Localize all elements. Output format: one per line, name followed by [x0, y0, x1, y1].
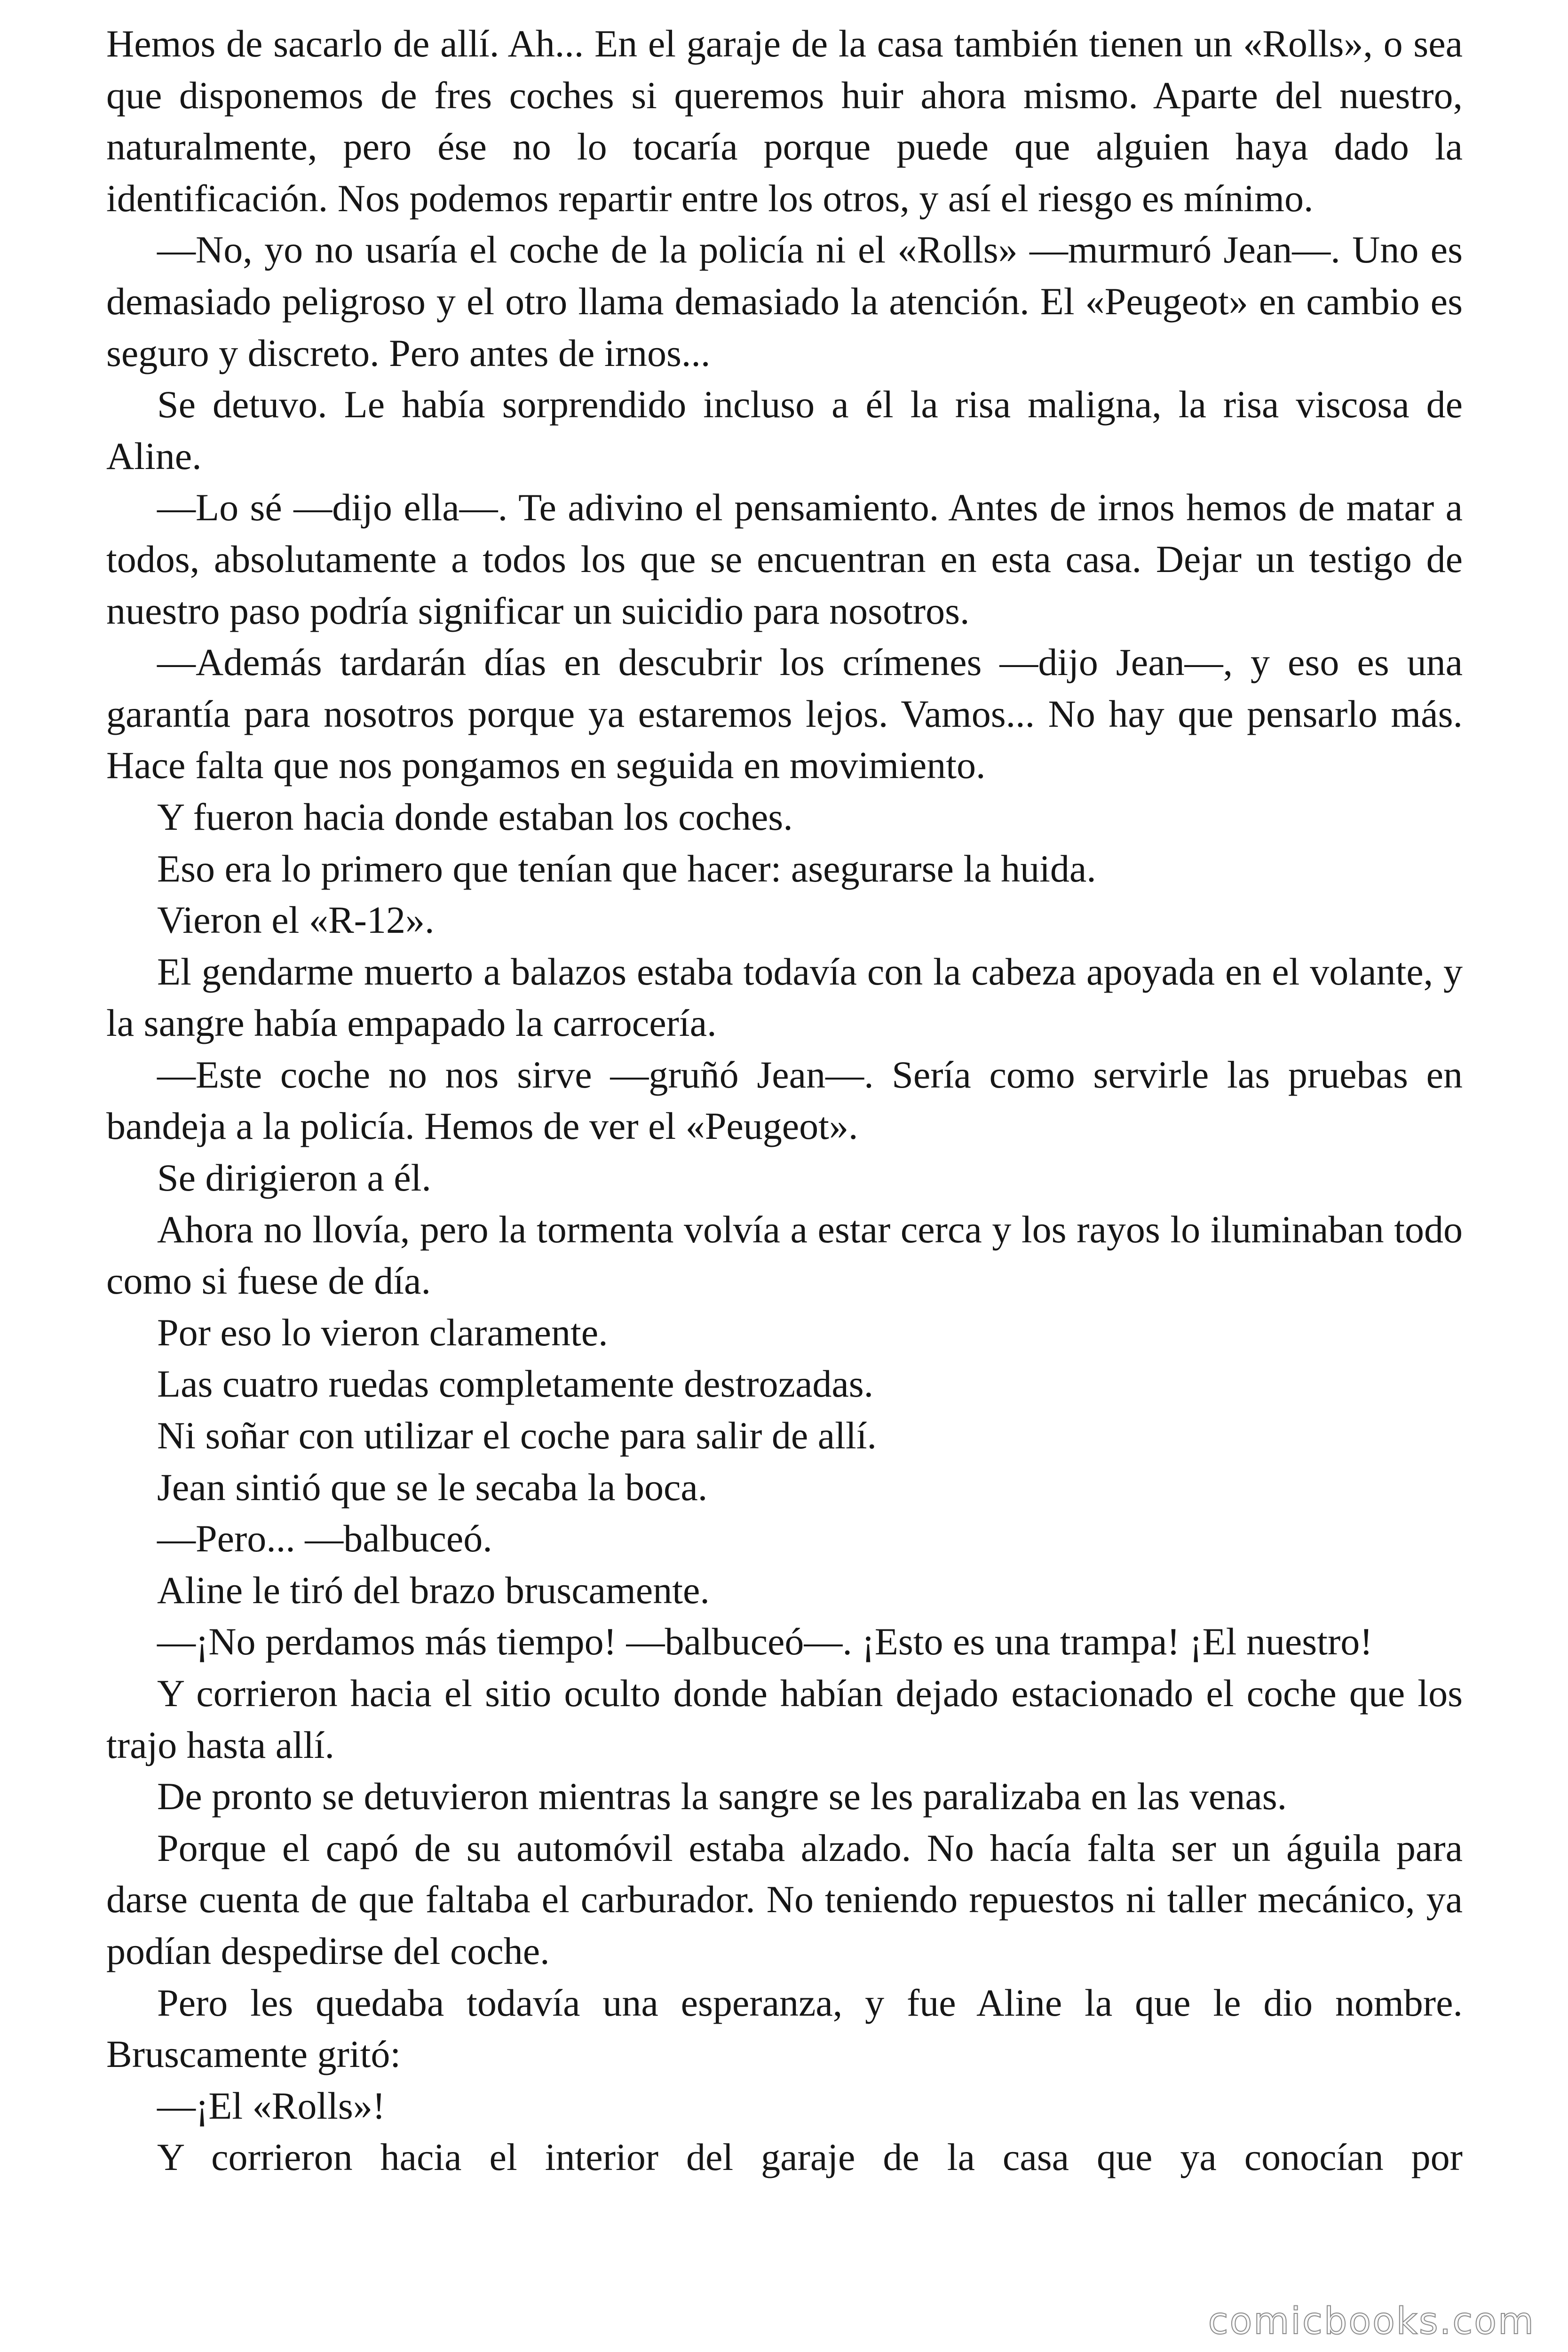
paragraph: Y fueron hacia donde estaban los coches. — [157, 795, 793, 838]
paragraph: —Este coche no nos sirve —gruñó Jean—. Sería como servirle las pruebas en bandeja a la policía. Hemos de ver el «Peugeot». — [106, 1053, 1463, 1148]
paragraph: Porque el capó de su automóvil estaba alzado. No hacía falta ser un águila para darse cuenta de que faltaba el carburador. No teniendo repuestos ni taller mecánico, ya podían despedirse del coche. — [106, 1826, 1463, 1972]
paragraph: Ni soñar con utilizar el coche para salir de allí. — [157, 1414, 877, 1457]
paragraph: —Pero... —balbuceó. — [157, 1517, 492, 1560]
paragraph: —¡El «Rolls»! — [157, 2084, 386, 2127]
paragraph: Eso era lo primero que tenían que hacer: asegurarse la huida. — [157, 847, 1096, 890]
watermark: comicbooks.com — [1208, 2300, 1535, 2343]
paragraph: Pero les quedaba todavía una esperanza, y fue Aline la que le dio nombre. Bruscamente gritó: — [106, 1981, 1463, 2076]
paragraph: Las cuatro ruedas completamente destrozadas. — [157, 1362, 874, 1406]
page-text — [106, 18, 1463, 2183]
paragraph: Por eso lo vieron claramente. — [157, 1311, 608, 1354]
paragraph: Aline le tiró del brazo bruscamente. — [157, 1568, 710, 1612]
paragraph: El gendarme muerto a balazos estaba todavía con la cabeza apoyada en el volante, y la sangre había empapado la carrocería. — [106, 950, 1463, 1045]
paragraph: —Lo sé —dijo ella—. Te adivino el pensamiento. Antes de irnos hemos de matar a todos, absolutamente a todos los que se encuentran en esta casa. Dejar un testigo de nuestro paso podría significar un suicidio para nosotros. — [106, 486, 1463, 632]
paragraph: De pronto se detuvieron mientras la sangre se les paralizaba en las venas. — [157, 1775, 1287, 1818]
paragraph: Y corrieron hacia el sitio oculto donde habían dejado estacionado el coche que los trajo hasta allí. — [106, 1672, 1463, 1766]
paragraph: Hemos de sacarlo de allí. Ah... En el garaje de la casa también tienen un «Rolls», o sea que disponemos de fres coches si queremos huir ahora mismo. Aparte del nuestro, naturalmente, pero ése no lo tocaría porque puede que alguien haya dado la identificación. Nos podemos repartir entre los otros, y así el riesgo es mínimo. — [106, 22, 1463, 220]
paragraph: —No, yo no usaría el coche de la policía ni el «Rolls» —murmuró Jean—. Uno es demasiado peligroso y el otro llama demasiado la atención. El «Peugeot» en cambio es seguro y discreto. Pero antes de irnos... — [106, 228, 1463, 374]
paragraph: Se detuvo. Le había sorprendido incluso a él la risa maligna, la risa viscosa de Aline. — [106, 383, 1463, 477]
paragraph: —Además tardarán días en descubrir los crímenes —dijo Jean—, y eso es una garantía para nosotros porque ya estaremos lejos. Vamos... No hay que pensarlo más. Hace falta que nos pongamos en seguida en movimiento. — [106, 641, 1463, 787]
paragraph: —¡No perdamos más tiempo! —balbuceó—. ¡Esto es una trampa! ¡El nuestro! — [157, 1620, 1373, 1663]
paragraph: Jean sintió que se le secaba la boca. — [157, 1465, 708, 1509]
paragraph: Vieron el «R-12». — [157, 898, 435, 942]
paragraph: Y corrieron hacia el interior del garaje de la casa que ya conocían por — [157, 2136, 1463, 2179]
paragraph: Se dirigieron a él. — [157, 1156, 431, 1200]
paragraph: Ahora no llovía, pero la tormenta volvía a estar cerca y los rayos lo iluminaban todo como si fuese de día. — [106, 1208, 1463, 1303]
